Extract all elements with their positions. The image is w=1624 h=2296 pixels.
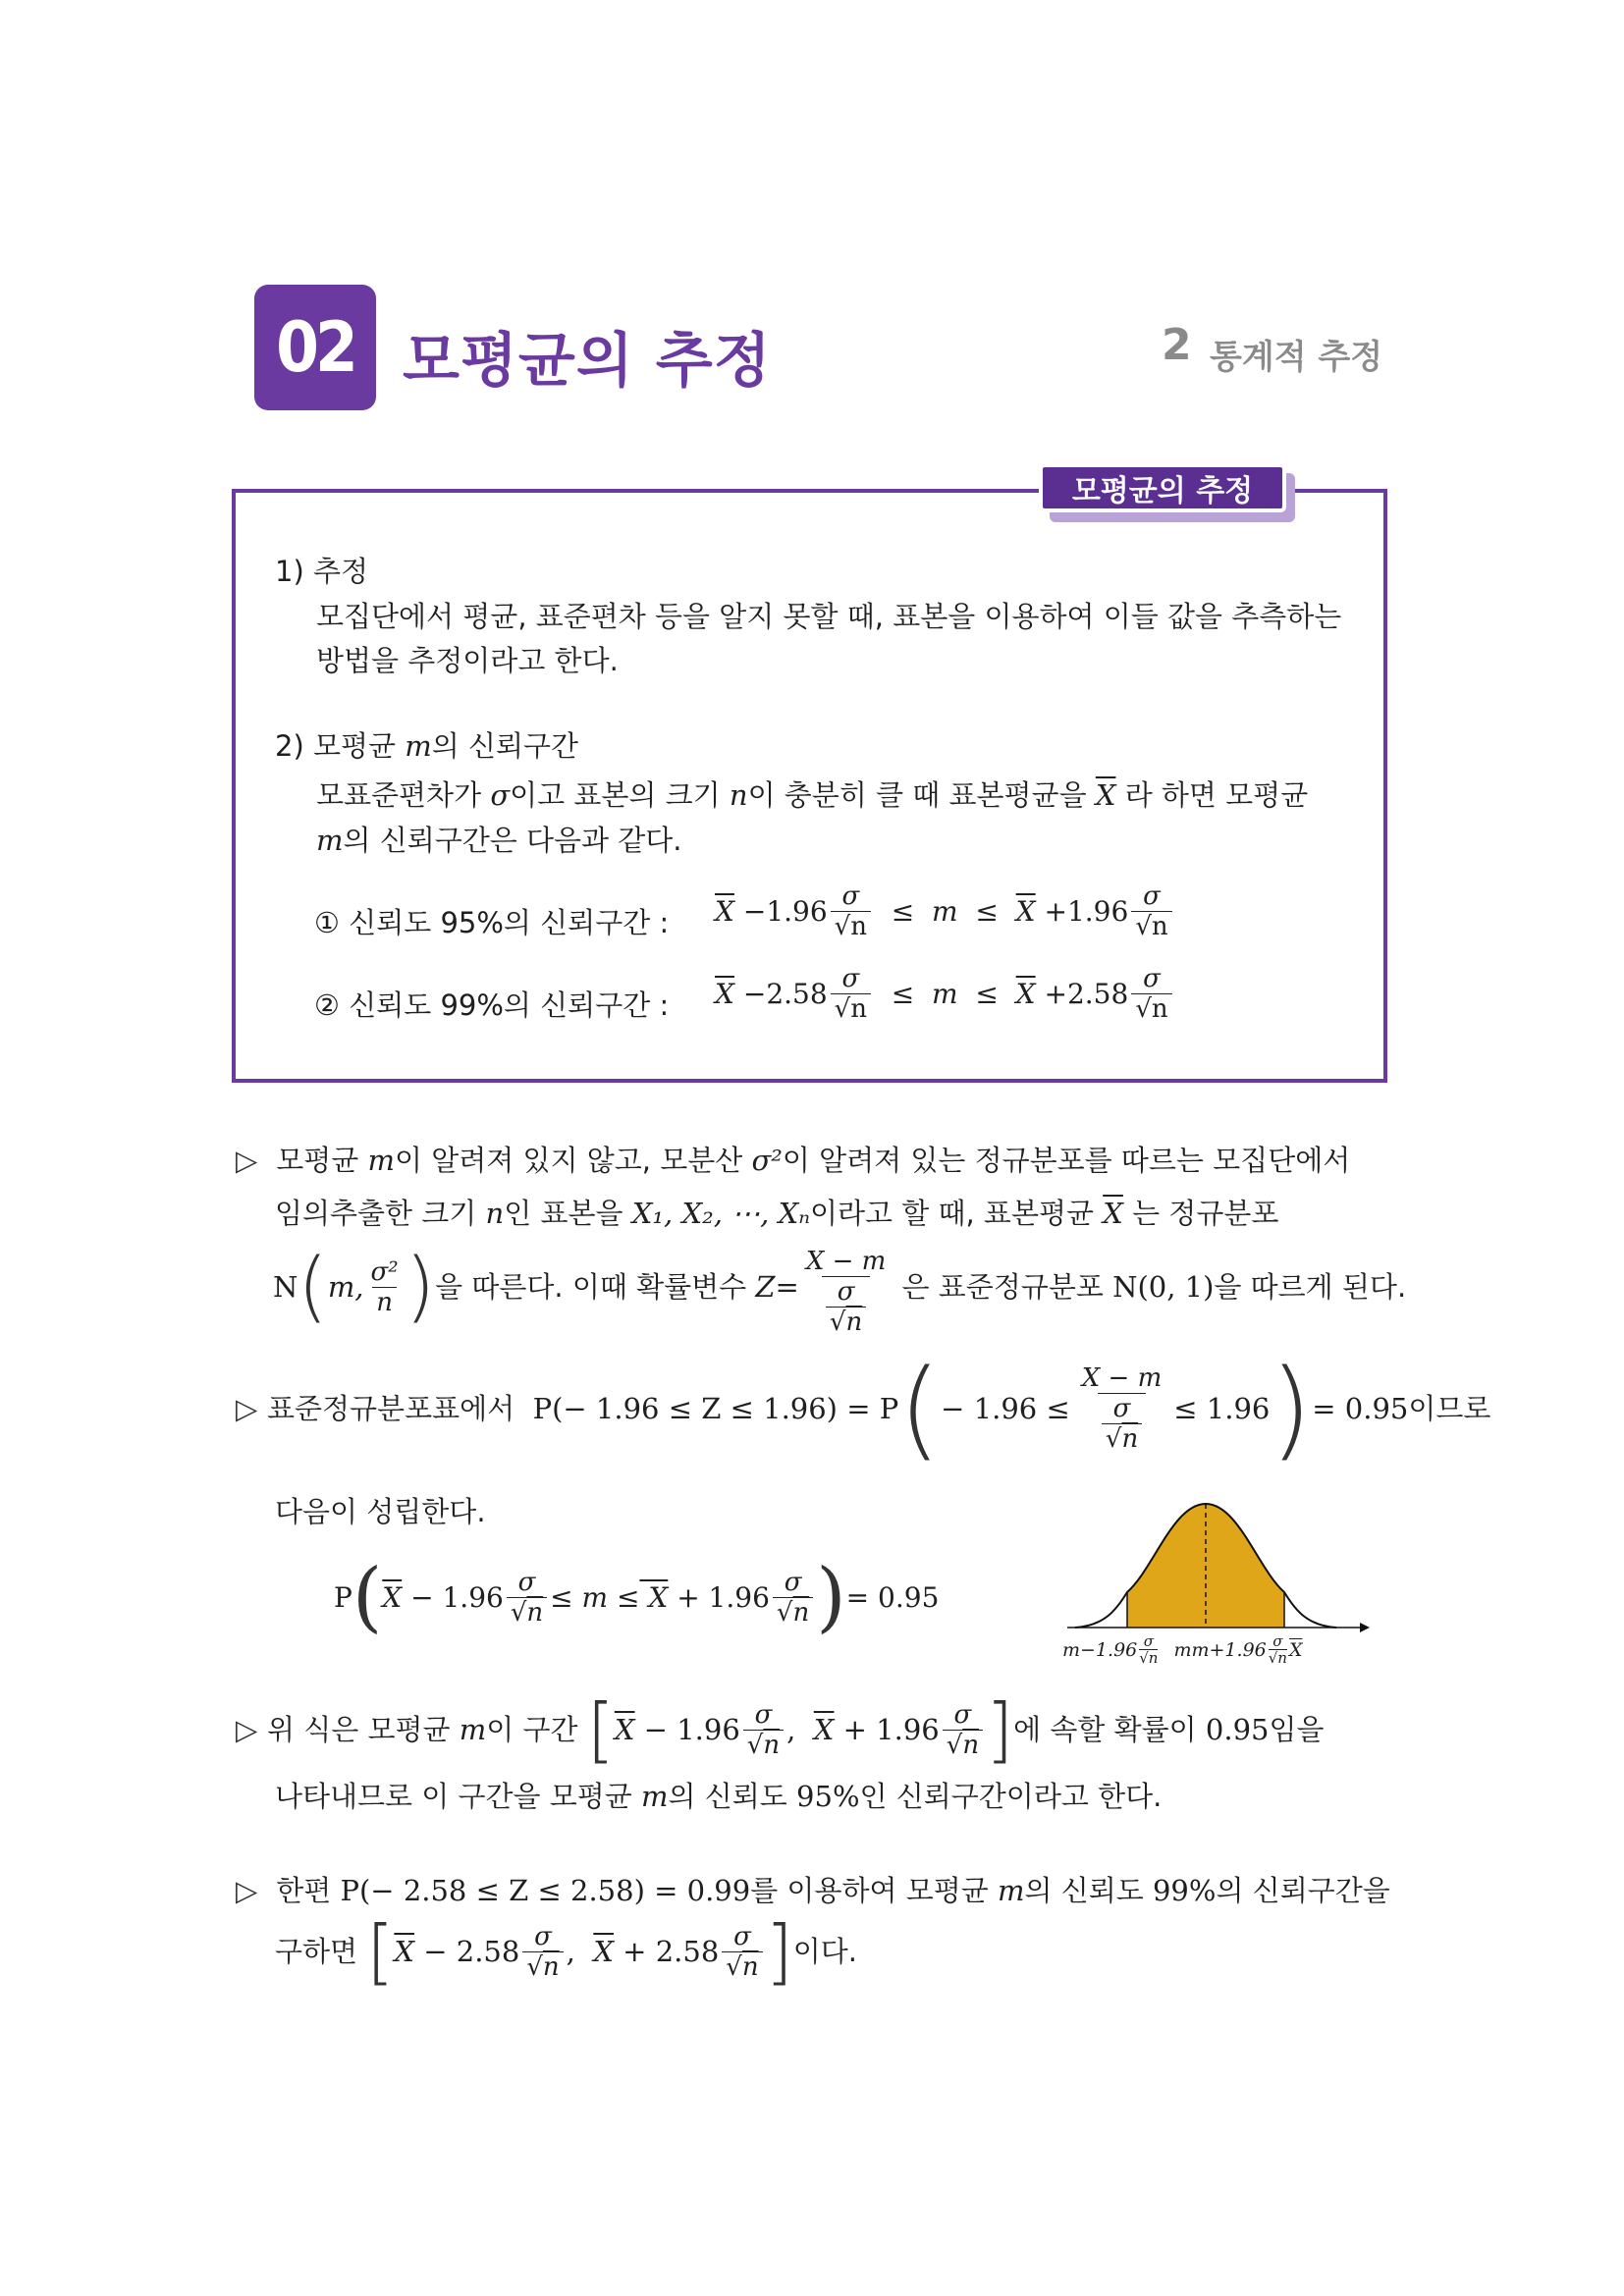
- para6-line1: ▷ 한편 P(− 2.58 ≤ Z ≤ 2.58) = 0.99를 이용하여 모평균 m의 신뢰도 99%의 신뢰구간을: [236, 1874, 1390, 1907]
- section-badge: [254, 285, 376, 410]
- triangle-bullet-icon: ▷: [236, 1144, 258, 1177]
- item2-text-1: 모표준편차가 σ이고 표본의 크기 n이 충분히 클 때 표본평균을 $\overline{X}$ 라 하면 모평균: [316, 778, 1309, 812]
- item2-text-2: m의 신뢰구간은 다음과 같다.: [316, 824, 682, 857]
- para6-line2: 구하면 [ $\overline{X}$ − 2.58 $\frac{\sigma}{√n}$ , $\overline{X}$ + 2.58 $\frac{\sigma}{√n}$ ] 이다.: [275, 1910, 857, 1993]
- ci99-formula: $\overline{X}$ − 2.58 $\frac{\sigma}{√n}$ ≤ m ≤ $\overline{X}$ + 2.58 $\frac{\sigma}{√n}$: [715, 964, 1175, 1024]
- x-axis-arrow-icon: [1360, 1623, 1370, 1632]
- box-label: [1039, 463, 1286, 512]
- item1-text-2: 방법을 추정이라고 한다.: [316, 644, 619, 677]
- page-title: 모평균의 추정: [403, 327, 772, 396]
- para1-line3: N ( m, $\frac{\text{σ²}}{n}$ ) 을 따른다. 이때 확률변수 Z= X − m σ √n 은 표준정규분포 N(0, 1) 을 따르게 된다.: [273, 1243, 1407, 1337]
- para4-line2: 나타내므로 이 구간을 모평균 m의 신뢰도 95%인 신뢰구간이라고 한다.: [275, 1780, 1163, 1813]
- chapter-number: 2: [1162, 320, 1192, 370]
- item1-heading: 1) 추정: [275, 555, 369, 588]
- section-number: 02: [276, 307, 354, 388]
- box-label-text: 모평균의 추정: [1071, 474, 1254, 508]
- triangle-bullet-icon: ▷: [236, 1874, 258, 1907]
- ci95-label: ① 신뢰도 95%의 신뢰구간 :: [314, 906, 670, 939]
- ci95-formula: $\overline{X}$ − 1.96 $\frac{\sigma}{√n}$ ≤ m ≤ $\overline{X}$ + 1.96 $\frac{\sigma}{√n}$: [715, 881, 1175, 941]
- para1-line2: 임의추출한 크기 n인 표본을 X₁, X₂, ⋯, Xₙ이라고 할 때, 표본평균 $\overline{X}$ 는 정규분포: [275, 1197, 1279, 1230]
- ci99-label: ② 신뢰도 99%의 신뢰구간 :: [314, 988, 670, 1022]
- para1-line1: ▷ 모평균 m이 알려져 있지 않고, 모분산 σ²이 알려져 있는 정규분포를 따르는 모집단에서: [236, 1144, 1351, 1177]
- item1-text-1: 모집단에서 평균, 표준편차 등을 알지 못할 때, 표본을 이용하여 이들 값을 추측하는: [316, 600, 1342, 633]
- para4-line1: ▷ 위 식은 모평균 m 이 구간 [ $\overline{X}$ − 1.96 $\frac{\sigma}{√n}$ , $\overline{X}$ + 1.96 $\frac{\sigma}{√n}$ ] 에 속할 확률이 0.95 임을: [236, 1688, 1325, 1771]
- item2-heading: 2) 모평균 m의 신뢰구간: [275, 729, 579, 763]
- triangle-bullet-icon: ▷: [236, 1713, 258, 1746]
- para3: 다음이 성립한다.: [275, 1495, 486, 1528]
- graph-labels: m−1.96 $\frac{\sigma}{√n}$ m m+1.96 $\frac{\sigma}{√n}$ $\overline{X}$: [1062, 1632, 1303, 1667]
- triangle-bullet-icon: ▷: [236, 1392, 258, 1425]
- chapter-title: 통계적 추정: [1210, 338, 1383, 377]
- main-formula: P ( $\overline{X}$ − 1.96 $\frac{\sigma}{√n}$ ≤ m ≤ X + 1.96 $\frac{\sigma}{√n}$ ) = 0.95: [334, 1553, 940, 1641]
- para2-line1: ▷ 표준정규분포표에서 P(− 1.96 ≤ Z ≤ 1.96) = P ( − 1.96 ≤ X − m σ √n ≤ 1.96 ) = 0.95 이므로: [236, 1346, 1491, 1471]
